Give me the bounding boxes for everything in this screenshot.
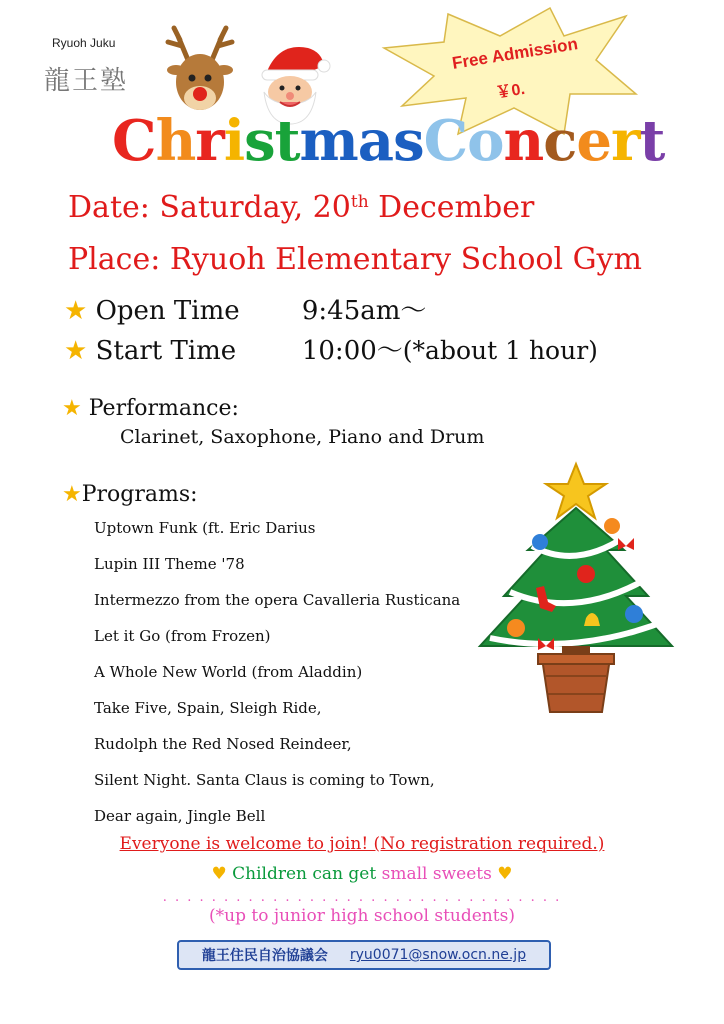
start-time-label: Start Time bbox=[95, 336, 237, 366]
christmas-tree-illustration bbox=[476, 450, 686, 720]
title-letter: t bbox=[274, 108, 300, 174]
list-item: A Whole New World (from Aladdin) bbox=[94, 663, 363, 681]
sweets-message: ♥ Children can get small sweets ♥ bbox=[211, 864, 513, 884]
start-time-row bbox=[64, 330, 598, 367]
list-item: Uptown Funk (ft. Eric Darius bbox=[94, 519, 316, 537]
title-letter: C bbox=[423, 108, 468, 174]
list-item: Let it Go (from Frozen) bbox=[94, 627, 271, 645]
programs-heading: ★Programs: bbox=[62, 482, 198, 507]
list-item: Dear again, Jingle Bell bbox=[94, 807, 266, 825]
performance-instruments: Clarinet, Saxophone, Piano and Drum bbox=[120, 426, 485, 448]
dotted-divider: . . . . . . . . . . . . . . . . . . . . . . . . . . . . . . . . . bbox=[162, 890, 562, 905]
title-letter: e bbox=[576, 108, 611, 174]
title-letter: t bbox=[639, 108, 665, 174]
title-letter: o bbox=[467, 108, 504, 174]
event-place: Place: Ryuoh Elementary School Gym bbox=[68, 242, 642, 277]
title-letter: C bbox=[112, 108, 156, 174]
program-list bbox=[94, 518, 460, 842]
list-item: Take Five, Spain, Sleigh Ride, bbox=[94, 699, 322, 717]
organization-name-jp: 龍王塾 bbox=[44, 66, 129, 96]
admission-price: ￥0. bbox=[494, 80, 527, 103]
title-letter: n bbox=[503, 108, 544, 174]
title-letter: m bbox=[299, 108, 358, 174]
list-item: Lupin III Theme '78 bbox=[94, 555, 245, 573]
list-item: Intermezzo from the opera Cavalleria Rusticana bbox=[94, 591, 461, 609]
title-letter: s bbox=[393, 108, 424, 174]
open-time-row bbox=[64, 290, 426, 327]
star-icon: ★ bbox=[62, 396, 82, 421]
open-time-label: Open Time bbox=[95, 296, 240, 326]
contact-organization: 龍王住民自治協議会 bbox=[201, 948, 328, 964]
age-note: (*up to junior high school students) bbox=[209, 906, 515, 926]
star-icon: ★ bbox=[64, 296, 88, 326]
title-letter: i bbox=[223, 108, 245, 174]
event-date: Date: Saturday, 20th December bbox=[68, 190, 535, 225]
list-item: Silent Night. Santa Claus is coming to Town, bbox=[94, 771, 435, 789]
open-time-value: 9:45am～ bbox=[301, 296, 427, 326]
title-letter: c bbox=[543, 108, 577, 174]
star-icon: ★ bbox=[64, 336, 88, 366]
heart-icon: ♥ bbox=[497, 864, 513, 884]
organization-name-en: Ryuoh Juku bbox=[52, 36, 116, 50]
reindeer-illustration bbox=[160, 22, 240, 122]
title-letter: a bbox=[357, 108, 394, 174]
performance-heading: ★ Performance: bbox=[62, 396, 239, 421]
welcome-message: Everyone is welcome to join! (No registration required.) bbox=[119, 834, 605, 854]
contact-box bbox=[177, 940, 551, 970]
start-time-value: 10:00～ bbox=[301, 336, 403, 366]
list-item: Rudolph the Red Nosed Reindeer, bbox=[94, 735, 352, 753]
concert-title bbox=[112, 108, 665, 174]
contact-email-link[interactable]: ryu0071@snow.ocn.ne.jp bbox=[349, 947, 527, 963]
star-icon: ★ bbox=[62, 482, 82, 507]
heart-icon: ♥ bbox=[211, 864, 227, 884]
title-letter: s bbox=[244, 108, 275, 174]
title-letter: r bbox=[195, 108, 224, 174]
free-admission-text: Free Admission bbox=[450, 34, 580, 73]
title-letter: h bbox=[155, 108, 196, 174]
start-time-note: (*about 1 hour) bbox=[402, 336, 598, 365]
title-letter: r bbox=[611, 108, 640, 174]
